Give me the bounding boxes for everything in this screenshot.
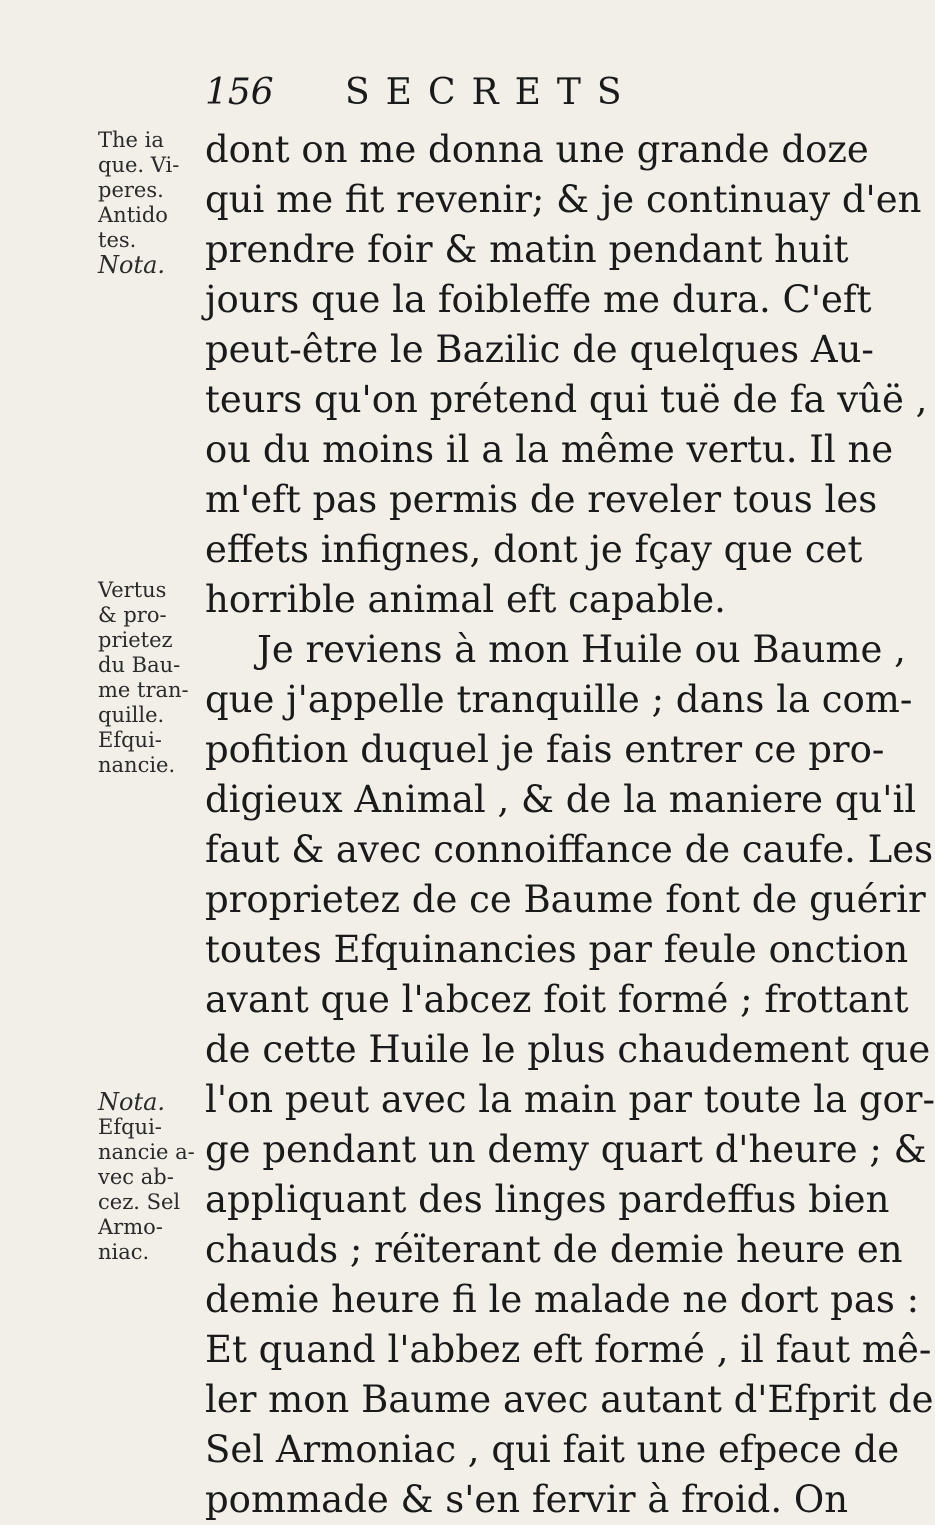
margin-note-line: niac. — [98, 1240, 150, 1264]
margin-note-line: vec ab- — [98, 1165, 174, 1189]
margin-note-line: Vertus — [98, 578, 167, 602]
margin-note-vertus — [98, 578, 208, 778]
body-text — [205, 125, 935, 1525]
margin-note-line: du Bau- — [98, 653, 181, 677]
text-line: toutes Efquinancies par feule onction — [205, 928, 909, 971]
text-line: jours que la foibleffe me dura. C'eft — [205, 278, 872, 321]
text-line: horrible animal eft capable. — [205, 578, 726, 621]
margin-note-line: quille. — [98, 703, 165, 727]
text-line: l'on peut avec la main par toute la gor- — [205, 1078, 935, 1121]
text-line: teurs qu'on prétend qui tuë de fa vûë , — [205, 378, 928, 421]
page-number: 156 — [205, 72, 274, 113]
text-line: ge pendant un demy quart d'heure ; & — [205, 1128, 927, 1171]
margin-note-line: nancie a- — [98, 1140, 195, 1164]
margin-note-line: cez. Sel — [98, 1190, 181, 1214]
paragraph-start-line: Je reviens à mon Huile ou Baume , — [257, 628, 906, 671]
margin-note-nota — [98, 1090, 208, 1265]
text-line: de cette Huile le plus chaudement que — [205, 1028, 931, 1071]
margin-note-line: que. Vi- — [98, 153, 180, 177]
margin-note-line: me tran- — [98, 678, 189, 702]
text-line: Sel Armoniac , qui fait une efpece de — [205, 1428, 900, 1471]
text-line: pommade & s'en fervir à froid. On — [205, 1478, 849, 1521]
margin-note-line: Antido — [98, 203, 168, 227]
margin-note-line: Nota. — [98, 251, 166, 279]
margin-note-line: Efqui- — [98, 1115, 162, 1139]
text-line: qui me fit revenir; & je continuay d'en — [205, 178, 922, 221]
text-line: prendre foir & matin pendant huit — [205, 228, 849, 271]
text-line: dont on me donna une grande doze — [205, 128, 869, 171]
text-line: ou du moins il a la même vertu. Il ne — [205, 428, 894, 471]
text-line: avant que l'abcez foit formé ; frottant — [205, 978, 909, 1021]
text-line: faut & avec connoiffance de caufe. Les — [205, 828, 934, 871]
text-line: effets infignes, dont je fçay que cet — [205, 528, 863, 571]
text-line: demie heure fi le malade ne dort pas : — [205, 1278, 920, 1321]
text-line: appliquant des linges pardeffus bien — [205, 1178, 890, 1221]
text-line: chauds ; réïterant de demie heure en — [205, 1228, 903, 1271]
margin-note-line: Nota. — [98, 1088, 166, 1116]
text-line: Et quand l'abbez eft formé , il faut mê- — [205, 1328, 932, 1371]
margin-note-line: Armo- — [98, 1215, 163, 1239]
margin-note-line: prietez — [98, 628, 173, 652]
text-line: ler mon Baume avec autant d'Efprit de — [205, 1378, 934, 1421]
margin-note-line: Efqui- — [98, 728, 162, 752]
text-line: digieux Animal , & de la maniere qu'il — [205, 778, 917, 821]
text-line: que j'appelle tranquille ; dans la com- — [205, 678, 913, 721]
running-title: SECRETS — [345, 72, 638, 113]
text-line: m'eft pas permis de reveler tous les — [205, 478, 878, 521]
margin-note-line: nancie. — [98, 753, 176, 777]
text-line: peut-être le Bazilic de quelques Au- — [205, 328, 874, 371]
margin-note-vipers — [98, 128, 208, 278]
margin-note-line: tes. — [98, 228, 137, 252]
text-line: pofition duquel je fais entrer ce pro- — [205, 728, 885, 771]
text-line: proprietez de ce Baume font de guérir — [205, 878, 926, 921]
margin-note-line: & pro- — [98, 603, 167, 627]
page-header — [205, 62, 765, 122]
margin-note-line: peres. — [98, 178, 164, 202]
margin-note-line: The ia — [98, 128, 164, 152]
